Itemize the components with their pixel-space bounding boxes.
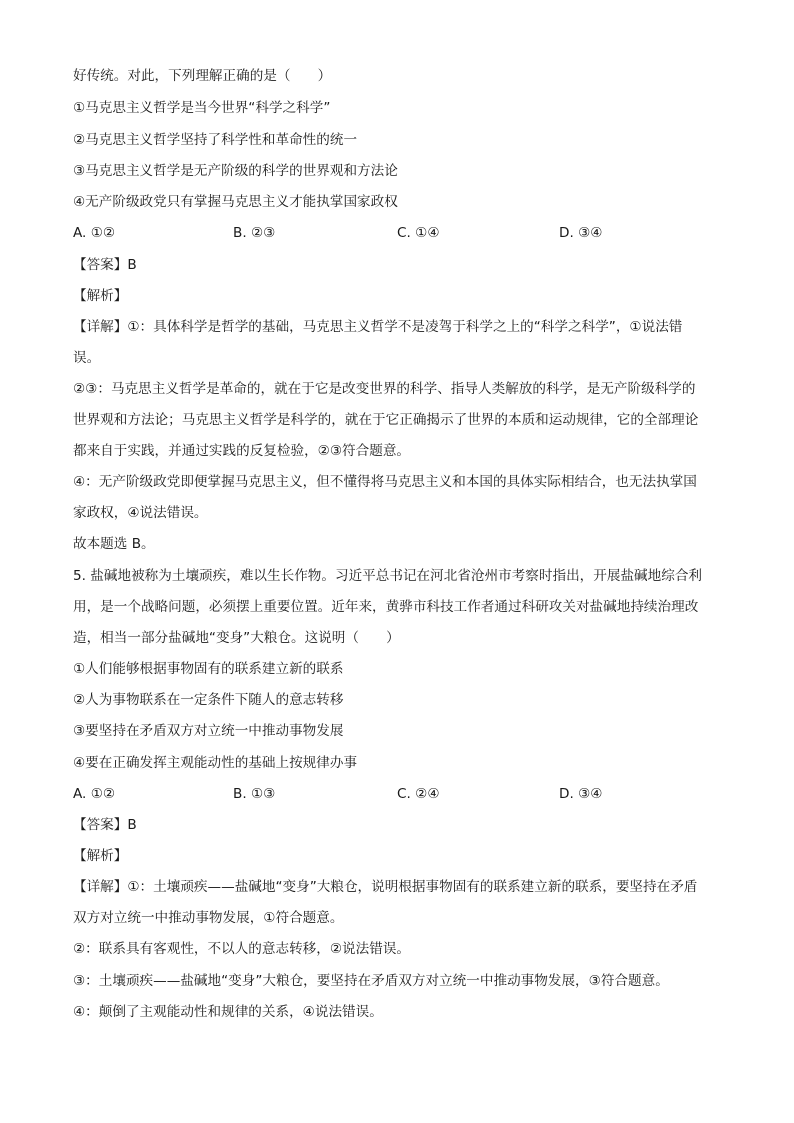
q5-option-a: A. ①② xyxy=(73,786,116,802)
q4-detail-2-line-3: 都来自于实践，并通过实践的反复检验，②③符合题意。 xyxy=(73,443,411,459)
q5-stem-line-1: 5. 盐碱地被称为土壤顽疾，难以生长作物。习近平总书记在河北省沧州市考察时指出，开展盐碱地综合利 xyxy=(73,568,703,584)
q4-detail-1-line-1: 【详解】①：具体科学是哲学的基础，马克思主义哲学不是凌驾于科学之上的“科学之科学”，①说法错 xyxy=(73,319,683,335)
q5-detail-line-5: ④：颠倒了主观能动性和规律的关系，④说法错误。 xyxy=(73,1004,383,1020)
q4-answer: 【答案】B xyxy=(73,257,137,273)
q5-item-2: ②人为事物联系在一定条件下随人的意志转移 xyxy=(73,692,344,708)
q4-option-c: C. ①④ xyxy=(397,225,440,241)
q5-stem-line-3: 造，相当一部分盐碱地“变身”大粮仓。这说明（ ） xyxy=(73,630,400,646)
q5-detail-line-1: 【详解】①：土壤顽疾——盐碱地“变身”大粮仓，说明根据事物固有的联系建立新的联系，要坚持在矛盾 xyxy=(73,879,698,895)
q4-option-b: B. ②③ xyxy=(233,225,276,241)
q4-analysis-heading: 【解析】 xyxy=(73,288,128,304)
q4-item-4: ④无产阶级政党只有掌握马克思主义才能执掌国家政权 xyxy=(73,194,398,210)
q5-option-c: C. ②④ xyxy=(397,786,440,802)
q5-item-1: ①人们能够根据事物固有的联系建立新的联系 xyxy=(73,661,344,677)
q5-stem-line-2: 用，是一个战略问题，必须摆上重要位置。近年来，黄骅市科技工作者通过科研攻关对盐碱地持续治理改 xyxy=(73,599,699,615)
q5-option-d: D. ③④ xyxy=(559,786,603,802)
q5-detail-line-3: ②：联系具有客观性，不以人的意志转移，②说法错误。 xyxy=(73,941,411,957)
q5-detail-line-2: 双方对立统一中推动事物发展，①符合题意。 xyxy=(73,910,344,926)
q4-option-a: A. ①② xyxy=(73,225,116,241)
q4-detail-3-line-2: 家政权，④说法错误。 xyxy=(73,505,208,521)
q5-item-3: ③要坚持在矛盾双方对立统一中推动事物发展 xyxy=(73,723,344,739)
q5-analysis-heading: 【解析】 xyxy=(73,848,128,864)
q4-item-1: ①马克思主义哲学是当今世界“科学之科学” xyxy=(73,100,331,116)
q5-item-4: ④要在正确发挥主观能动性的基础上按规律办事 xyxy=(73,755,358,771)
q4-detail-3-line-1: ④：无产阶级政党即便掌握马克思主义，但不懂得将马克思主义和本国的具体实际相结合，也无法执掌国 xyxy=(73,474,697,490)
q4-detail-1-line-2: 误。 xyxy=(73,350,101,366)
q4-item-3: ③马克思主义哲学是无产阶级的科学的世界观和方法论 xyxy=(73,163,398,179)
q4-detail-2-line-1: ②③：马克思主义哲学是革命的，就在于它是改变世界的科学、指导人类解放的科学，是无产阶级科学的 xyxy=(73,381,696,397)
q5-option-b: B. ①③ xyxy=(233,786,276,802)
q4-conclusion: 故本题选 B。 xyxy=(73,536,155,552)
q5-detail-line-4: ③：土壤顽疾——盐碱地“变身”大粮仓，要坚持在矛盾双方对立统一中推动事物发展，③符合题意。 xyxy=(73,973,669,989)
q4-stem-tail: 好传统。对此，下列理解正确的是（ ） xyxy=(73,68,332,84)
q4-detail-2-line-2: 世界观和方法论；马克思主义哲学是科学的，就在于它正确揭示了世界的本质和运动规律，它的全部理论 xyxy=(73,412,699,428)
q5-answer: 【答案】B xyxy=(73,817,137,833)
q4-option-d: D. ③④ xyxy=(559,225,603,241)
q4-item-2: ②马克思主义哲学坚持了科学性和革命性的统一 xyxy=(73,132,358,148)
